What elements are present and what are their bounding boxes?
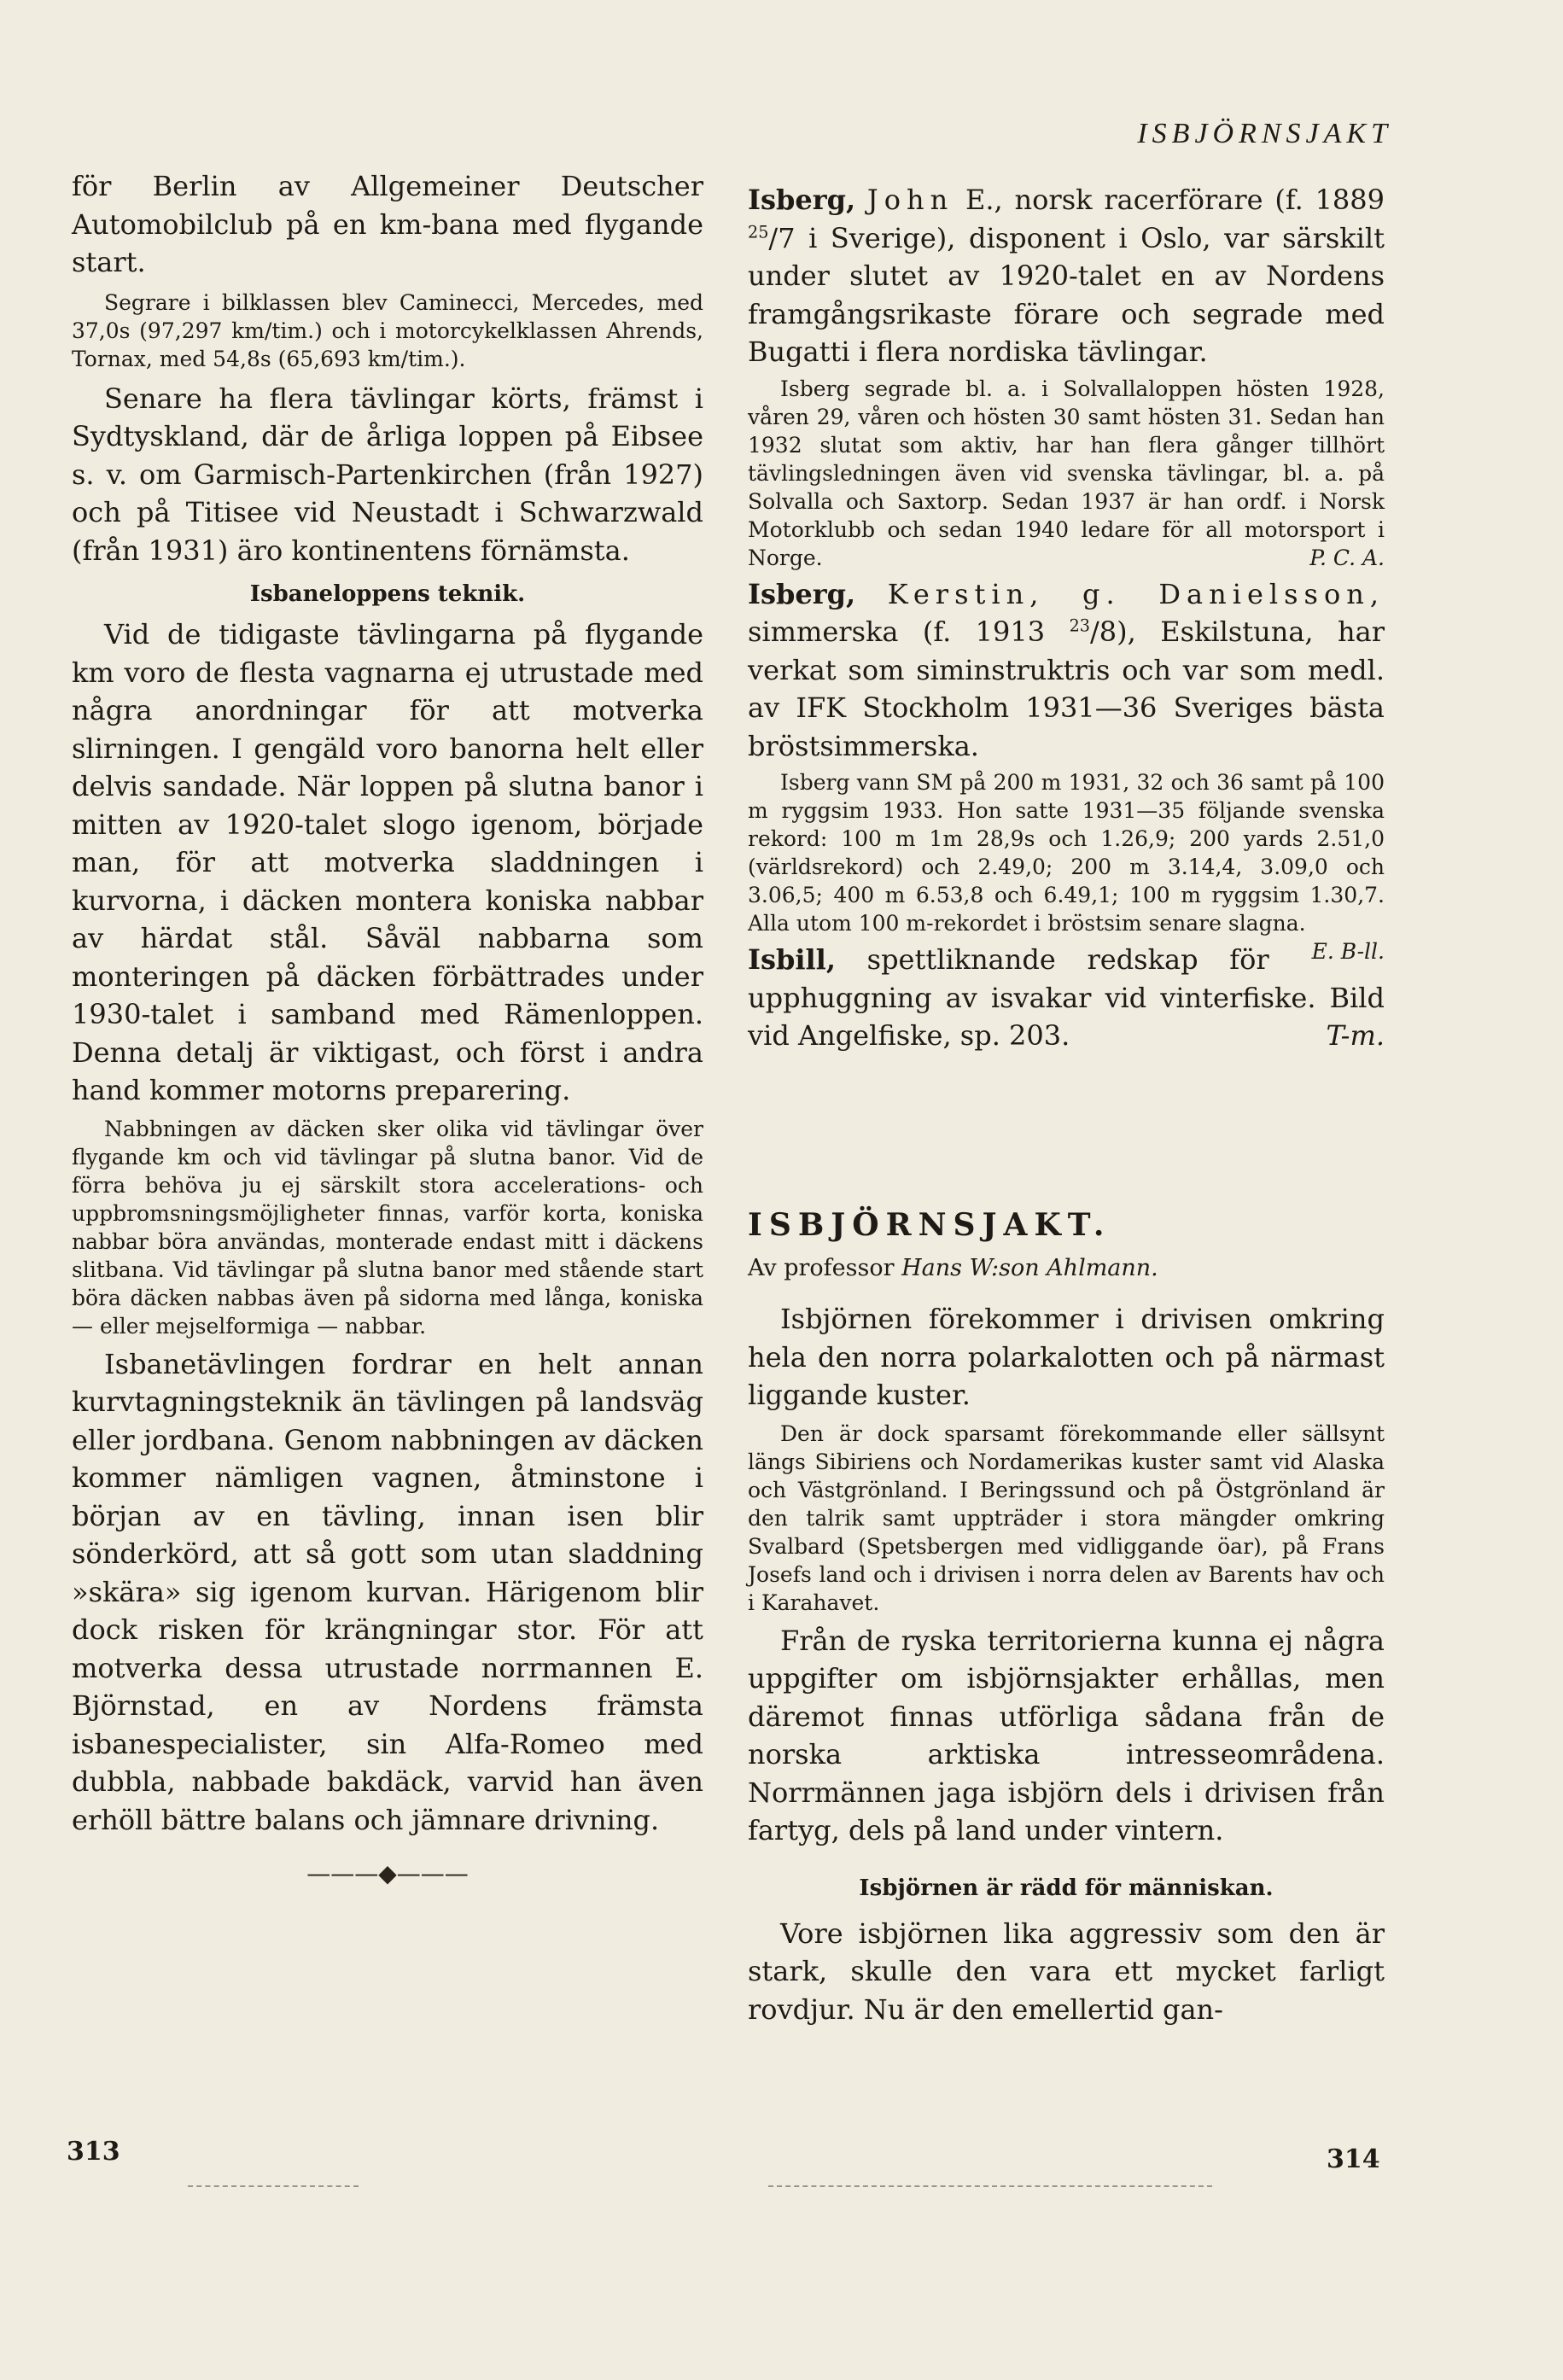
- entry-name: Kerstin, g. Danielsson,: [887, 577, 1385, 610]
- author-signature: E. B-ll.: [1311, 939, 1385, 964]
- page-number-left: 313: [67, 2137, 120, 2167]
- paragraph: för Berlin av Allgemeiner Deutscher Automobilclub på en km-bana med flygande start.: [72, 170, 703, 278]
- entry-detail: Isberg segrade bl. a. i Solvallaloppen hösten 1928, våren 29, våren och hösten 30 samt hösten 31. Sedan han 1932 slutat som aktiv, har han flera gånger tillhört tävlingsledningen även vid svenska tävlingar, bl. a. på Solvalla och Saxtorp. Sedan 1937 är han ordf. i Norsk Motorklubb och sedan 1940 ledare för all motorsport i Norge. P. C. A.: [748, 376, 1385, 570]
- entry-isberg-john: Isberg, John E., norsk racerförare (f. 1889 $^{25}$/7 i Sverige), disponent i Oslo, var särskilt under slutet av 1920-talet en av Nordens framgångsrikaste förare och segrade med Bugatti i flera nordiska tävlingar.: [748, 184, 1385, 368]
- byline: Av professor Hans W:son Ahlmann.: [748, 1255, 1158, 1281]
- paragraph: Isbjörnen förekommer i drivisen omkring hela den norra polarkalotten och på närmast liggande kuster.: [748, 1303, 1385, 1411]
- paragraph: Isbanetävlingen fordrar en helt annan kurvtagningsteknik än tävlingen på landsväg eller jordbana. Genom nabbningen av däcken kommer nämligen vagnen, åtminstone i början av en tävling, innan isen blir sönderkörd, att så gott som utan sladdning »skära» sig igenom kurvan. Härigenom blir dock risken för krängningar stor. För att motverka dessa utrustade norrmannen E. Björnstad, en av Nordens främsta isbanespecialister, sin Alfa-Romeo med dubbla, nabbade bakdäck, varvid han även erhöll bättre balans och jämnare drivning.: [72, 1347, 703, 1836]
- entry-isbill: Isbill, spettliknande redskap för upphuggning av isvakar vid vinterfiske. Bild vid Angelfiske, sp. 203. T-m.: [748, 941, 1385, 1055]
- author-signature: T-m.: [1326, 1019, 1385, 1052]
- author-signature: P. C. A.: [1309, 545, 1385, 570]
- article-title: ISBJÖRNSJAKT.: [748, 1207, 1111, 1243]
- paragraph: Vid de tidigaste tävlingarna på flygande km voro de flesta vagnarna ej utrustade med några anordningar för att motverka slirningen. I gengäld voro banorna helt eller delvis sandade. När loppen på slutna banor i mitten av 1920-talet slogo igenom, började man, för att motverka sladdningen i kurvorna, i däcken montera koniska nabbar av härdat stål. Såväl nabbarna som monteringen på däcken förbättrades under 1930-talet i samband med Rämenloppen. Denna detalj är viktigast, och först i andra hand kommer motorns preparering.: [72, 618, 703, 1106]
- small-paragraph: Nabbningen av däcken sker olika vid tävlingar över flygande km och vid tävlingar på slutna banor. Vid de förra behöva ju ej särskilt stora accelerations- och uppbromsningsmöjligheter finnas, varför korta, koniska nabbar böra användas, monterade endast mitt i däckens slitbana. Vid tävlingar på slutna banor med stående start böra däcken nabbas även på sidorna med långa, koniska — eller mejselformiga — nabbar.: [72, 1116, 703, 1339]
- running-head: ISBJÖRNSJAKT: [1137, 118, 1392, 149]
- section-subhead: Isbaneloppens teknik.: [249, 581, 526, 607]
- entry-headword: Isberg,: [748, 184, 856, 216]
- small-paragraph: Den är dock sparsamt förekommande eller sällsynt längs Sibiriens och Nordamerikas kuster samt vid Alaska och Västgrönland. I Beringssund och på Östgrönland är den talrik samt uppträder i stora mängder omkring Svalbard (Spetsbergen med vidliggande öar), på Frans Josefs land och i drivisen i norra delen av Barents hav och i Karahavet.: [748, 1420, 1385, 1615]
- scan-artifact-line: [768, 2185, 1212, 2187]
- entry-detail: Isberg vann SM på 200 m 1931, 32 och 36 samt på 100 m ryggsim 1933. Hon satte 1931—35 följande svenska rekord: 100 m 1m 28,9s och 1.26,9; 200 yards 2.51,0 (världsrekord) och 2.49,0; 200 m 3.14,4, 3.09,0 och 3.06,5; 400 m 6.53,8 och 6.49,1; 100 m ryggsim 1.30,7. Alla utom 100 m-rekordet i bröstsim senare slagna. E. B-ll.: [748, 770, 1385, 964]
- entry-isberg-kerstin: Isberg, Kerstin, g. Danielsson, simmerska (f. 1913 $^{23}$/8), Eskilstuna, har verkat som siminstruktris och var som medl. av IFK Stockholm 1931—36 Sveriges bästa bröstsimmerska.: [748, 577, 1385, 762]
- section-subhead: Isbjörnen är rädd för människan.: [859, 1875, 1274, 1901]
- ornament-divider: ———◆———: [306, 1859, 469, 1887]
- right-column-article: [748, 1207, 1385, 2028]
- small-paragraph: Segrare i bilklassen blev Caminecci, Mercedes, med 37,0s (97,297 km/tim.) och i motorcykelklassen Ahrends, Tornax, med 54,8s (65,693 km/tim.).: [72, 289, 703, 371]
- right-column-entries: [748, 181, 1385, 1055]
- scan-artifact-line: [188, 2185, 359, 2187]
- paragraph: Från de ryska territorierna kunna ej några uppgifter om isbjörnsjakter erhållas, men däremot finnas utförliga sådana från de norska arktiska intresseområdena. Norrmännen jaga isbjörn dels i drivisen från fartyg, dels på land under vintern.: [748, 1624, 1385, 1846]
- entry-headword: Isberg,: [748, 577, 856, 610]
- entry-name: John: [866, 184, 954, 216]
- left-column: [72, 167, 703, 1887]
- paragraph: Senare ha flera tävlingar körts, främst i Sydtyskland, där de årliga loppen på Eibsee s. v. om Garmisch-Partenkirchen (från 1927) och på Titisee vid Neustadt i Schwarzwald (från 1931) äro kontinentens förnämsta.: [72, 382, 703, 567]
- entry-headword: Isbill,: [748, 943, 836, 976]
- page-number-right: 314: [1327, 2144, 1380, 2174]
- paragraph: Vore isbjörnen lika aggressiv som den är stark, skulle den vara ett mycket farligt rovdjur. Nu är den emellertid gan-: [748, 1916, 1385, 2026]
- byline-author: Hans W:son Ahlmann.: [901, 1255, 1158, 1281]
